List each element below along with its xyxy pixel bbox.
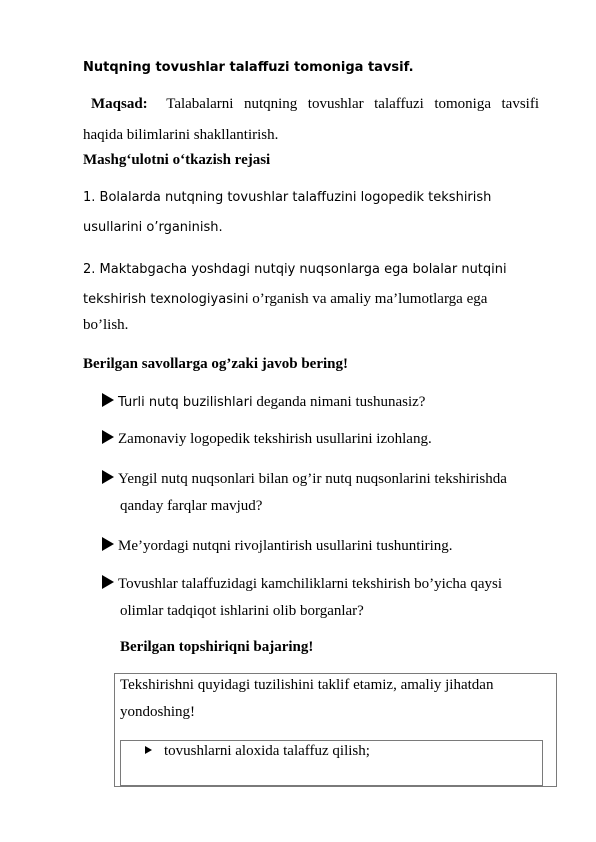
goal-text: Talabalarni nutqning tovushlar talaffuzi tomoniga tavsifi bbox=[166, 96, 539, 112]
task-line-1: Tekshirishni quyidagi tuzilishini taklif etamiz, amaliy jihatdan bbox=[120, 677, 494, 693]
plan-item-2-line-1: 2. Maktabgacha yoshdagi nutqiy nuqsonlarga ega bolalar nutqini bbox=[83, 262, 507, 277]
task-heading: Berilgan topshiriqni bajaring! bbox=[120, 639, 314, 655]
task-item bbox=[145, 742, 370, 760]
arrow-bullet-icon bbox=[102, 575, 114, 589]
questions-heading: Berilgan savollarga og’zaki javob bering! bbox=[83, 356, 348, 372]
plan-item-2-line-2-b: o’rganish va amaliy ma’lumotlarga ega bbox=[248, 291, 488, 307]
plan-item-1-line-2: usullarini o’rganinish. bbox=[83, 220, 223, 235]
question-1 bbox=[102, 393, 425, 411]
question-3-text: Yengil nutq nuqsonlari bilan og’ir nutq nuqsonlarini tekshirishda bbox=[118, 471, 507, 487]
plan-heading: Mashg‘ulotni o‘tkazish rejasi bbox=[83, 152, 271, 168]
arrow-bullet-icon bbox=[102, 537, 114, 551]
question-5-continued: olimlar tadqiqot ishlarini olib borganlar? bbox=[120, 603, 364, 619]
goal-label: Maqsad: bbox=[91, 96, 148, 112]
goal-line-1 bbox=[83, 96, 539, 113]
question-5 bbox=[102, 575, 502, 593]
small-arrow-bullet-icon bbox=[145, 746, 152, 754]
page-title: Nutqning tovushlar talaffuzi tomoniga tavsif. bbox=[83, 60, 414, 75]
plan-item-2-line-3: bo’lish. bbox=[83, 317, 129, 333]
goal-line-2: haqida bilimlarini shakllantirish. bbox=[83, 127, 279, 143]
arrow-bullet-icon bbox=[102, 393, 114, 407]
question-3 bbox=[102, 470, 507, 488]
plan-item-2-line-2-a: tekshirish texnologiyasini bbox=[83, 292, 249, 307]
plan-item-1-line-1: 1. Bolalarda nutqning tovushlar talaffuzini logopedik tekshirish bbox=[83, 190, 492, 205]
task-item-text: tovushlarni aloxida talaffuz qilish; bbox=[164, 743, 370, 759]
question-2-text: Zamonaviy logopedik tekshirish usullarini izohlang. bbox=[118, 431, 432, 447]
task-line-2: yondoshing! bbox=[120, 704, 195, 720]
question-1-part-b: deganda nimani tushunasiz? bbox=[252, 394, 426, 410]
arrow-bullet-icon bbox=[102, 430, 114, 444]
question-4-text: Me’yordagi nutqni rivojlantirish usullarini tushuntiring. bbox=[118, 538, 453, 554]
question-4 bbox=[102, 537, 453, 555]
arrow-bullet-icon bbox=[102, 470, 114, 484]
plan-item-2-line-2 bbox=[83, 290, 487, 308]
question-1-part-a: Turli nutq buzilishlari bbox=[118, 395, 253, 410]
question-3-continued: qanday farqlar mavjud? bbox=[120, 498, 263, 514]
question-2 bbox=[102, 430, 432, 448]
question-5-text: Tovushlar talaffuzidagi kamchiliklarni tekshirish bo’yicha qaysi bbox=[118, 576, 502, 592]
